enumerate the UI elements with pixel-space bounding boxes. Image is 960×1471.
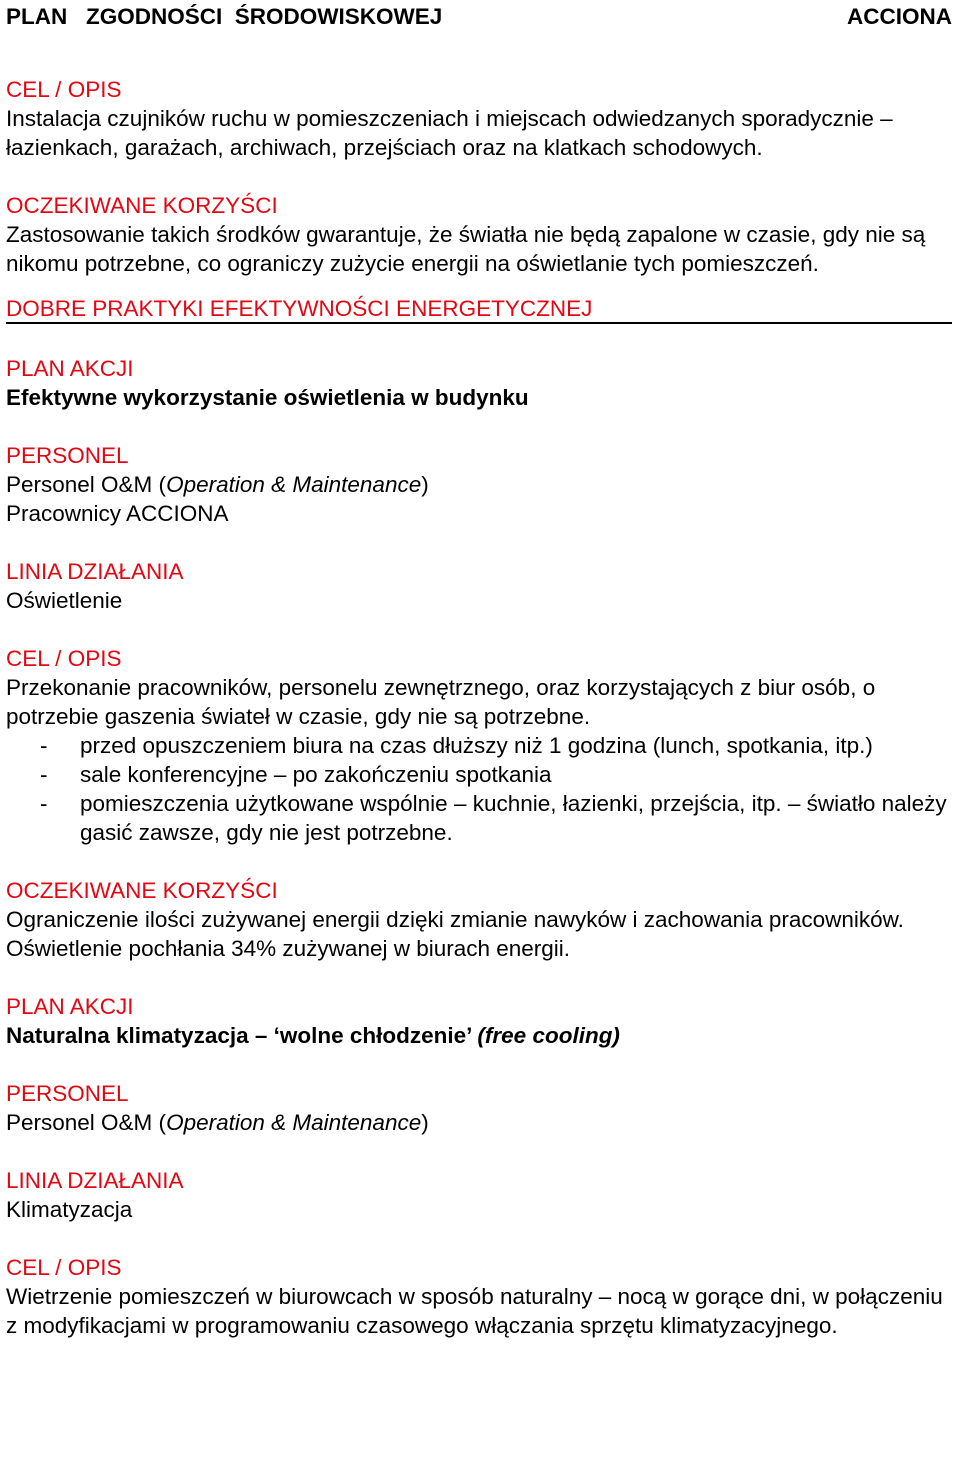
- section-heading: LINIA DZIAŁANIA: [6, 1168, 184, 1193]
- section-title: DOBRE PRAKTYKI EFEKTYWNOŚCI ENERGETYCZNEJ: [6, 296, 593, 321]
- section-heading: PLAN AKCJI: [6, 356, 134, 381]
- section-heading: CEL / OPIS: [6, 646, 122, 671]
- intro-benefits-section: [6, 191, 952, 278]
- document-title: PLAN ZGODNOŚCI ŚRODOWISKOWEJ: [6, 4, 443, 29]
- section-title-rule: [6, 294, 952, 324]
- document-body: [6, 75, 952, 1340]
- section-heading: OCZEKIWANE KORZYŚCI: [6, 878, 278, 903]
- staff-line: Personel O&M (Operation & Maintenance): [6, 1110, 429, 1135]
- section-heading: PERSONEL: [6, 1081, 129, 1106]
- section-heading: CEL / OPIS: [6, 77, 122, 102]
- plan2-goal-section: [6, 1253, 952, 1340]
- plan2-line-section: [6, 1166, 952, 1224]
- staff-line: Personel O&M (Operation & Maintenance): [6, 472, 429, 497]
- plan1-action-section: [6, 354, 952, 412]
- paragraph: Ograniczenie ilości zużywanej energii dzięki zmianie nawyków i zachowania pracowników. Oświetlenie pochłania 34% zużywanej w biurach energii.: [6, 907, 904, 961]
- paragraph: Zastosowanie takich środków gwarantuje, że światła nie będą zapalone w czasie, gdy nie są nikomu potrzebne, co ograniczy zużycie energii na oświetlanie tych pomieszczeń.: [6, 222, 926, 276]
- action-title: Naturalna klimatyzacja – ‘wolne chłodzenie’ (free cooling): [6, 1023, 620, 1048]
- paragraph: Przekonanie pracowników, personelu zewnętrznego, oraz korzystających z biur osób, o potrzebie gaszenia świateł w czasie, gdy nie są potrzebne.: [6, 675, 876, 729]
- section-heading: OCZEKIWANE KORZYŚCI: [6, 193, 278, 218]
- plan2-staff-section: [6, 1079, 952, 1137]
- staff-line: Pracownicy ACCIONA: [6, 501, 229, 526]
- list-item: - sale konferencyjne – po zakończeniu spotkania: [40, 762, 552, 787]
- section-heading: PERSONEL: [6, 443, 129, 468]
- plan2-action-section: [6, 992, 952, 1050]
- plan1-staff-section: [6, 441, 952, 528]
- bullet-list: [6, 731, 952, 847]
- page-header: [6, 2, 952, 32]
- list-item: - pomieszczenia użytkowane wspólnie – kuchnie, łazienki, przejścia, itp. – światło należy gasić zawsze, gdy nie jest potrzebne.: [40, 791, 947, 845]
- section-heading: LINIA DZIAŁANIA: [6, 559, 184, 584]
- paragraph: Wietrzenie pomieszczeń w biurowcach w sposób naturalny – nocą w gorące dni, w połączeniu z modyfikacjami w programowaniu czasowego włączania sprzętu klimatyzacyjnego.: [6, 1284, 943, 1338]
- plan1-line-section: [6, 557, 952, 615]
- section-heading: CEL / OPIS: [6, 1255, 122, 1280]
- plan1-benefits-section: [6, 876, 952, 963]
- paragraph: Instalacja czujników ruchu w pomieszczeniach i miejscach odwiedzanych sporadycznie – łazienkach, garażach, archiwach, przejściach oraz na klatkach schodowych.: [6, 106, 893, 160]
- paragraph: Oświetlenie: [6, 588, 123, 613]
- plan1-goal-section: [6, 644, 952, 847]
- action-title: Efektywne wykorzystanie oświetlenia w budynku: [6, 385, 529, 410]
- intro-goal-section: [6, 75, 952, 162]
- list-item: - przed opuszczeniem biura na czas dłuższy niż 1 godzina (lunch, spotkania, itp.): [40, 733, 873, 758]
- brand-name: ACCIONA: [847, 4, 952, 29]
- section-heading: PLAN AKCJI: [6, 994, 134, 1019]
- paragraph: Klimatyzacja: [6, 1197, 133, 1222]
